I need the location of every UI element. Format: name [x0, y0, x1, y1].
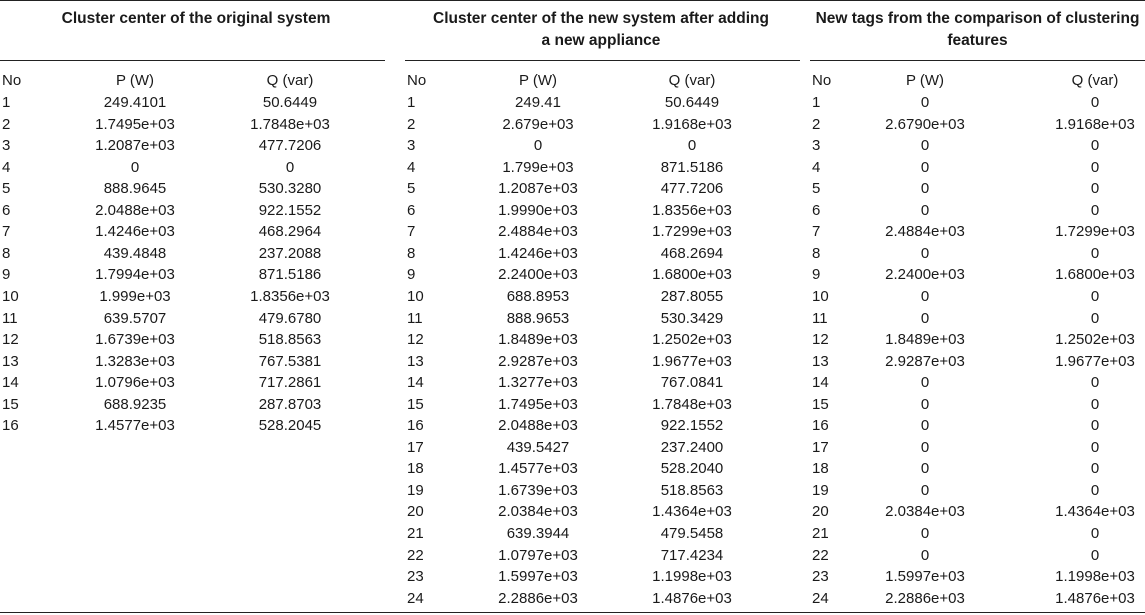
column-header-p: P (W) [115, 72, 155, 89]
cell-q: 922.1552 [660, 417, 724, 435]
table-row [0, 157, 392, 179]
cell-no: 15 [812, 395, 829, 413]
cell-p: 0 [920, 460, 930, 478]
cell-q: 1.4364e+03 [1055, 503, 1135, 521]
cell-q: 1.9168e+03 [1055, 115, 1135, 133]
panel-title [405, 8, 797, 52]
cell-no: 11 [407, 309, 423, 327]
column-header-no: No [407, 72, 427, 89]
column-header-row [0, 70, 392, 92]
cell-q: 1.1998e+03 [652, 568, 732, 586]
table-row [0, 394, 392, 416]
table-row [810, 329, 1145, 351]
table-row [810, 264, 1145, 286]
table-top-rule [0, 0, 1145, 1]
table-bottom-rule [0, 612, 1145, 613]
cell-p: 1.8489e+03 [885, 331, 965, 349]
table-row [810, 135, 1145, 157]
cell-q: 237.2400 [660, 438, 724, 456]
cell-p: 2.0488e+03 [95, 201, 175, 219]
cell-q: 287.8055 [660, 287, 724, 305]
table-row [0, 351, 392, 373]
cell-no: 5 [812, 180, 821, 198]
cell-q: 717.2861 [258, 374, 322, 392]
cell-p: 0 [920, 374, 930, 392]
cell-q: 0 [285, 158, 295, 176]
column-header-q: Q (var) [266, 72, 314, 89]
table-row [405, 92, 797, 114]
cell-p: 1.4577e+03 [498, 460, 578, 478]
cell-q: 0 [1090, 374, 1100, 392]
column-header-no: No [2, 72, 22, 89]
table-row [405, 286, 797, 308]
table-row [810, 157, 1145, 179]
cell-q: 0 [1090, 460, 1100, 478]
cell-q: 1.9677e+03 [1055, 352, 1135, 370]
column-header-row [810, 70, 1145, 92]
cell-no: 2 [812, 115, 821, 133]
cell-no: 9 [2, 266, 11, 284]
cell-no: 20 [812, 503, 829, 521]
cell-p: 1.6739e+03 [498, 481, 578, 499]
cell-q: 1.6800e+03 [1055, 266, 1135, 284]
cell-q: 1.7299e+03 [652, 223, 732, 241]
cell-no: 12 [2, 331, 19, 349]
table-row [0, 308, 392, 330]
cell-q: 1.9168e+03 [652, 115, 732, 133]
table-row [0, 200, 392, 222]
cell-p: 0 [920, 546, 930, 564]
cell-q: 0 [1090, 244, 1100, 262]
cell-q: 518.8563 [660, 481, 724, 499]
table-row [810, 545, 1145, 567]
panel-title [810, 8, 1145, 52]
cell-q: 0 [1090, 287, 1100, 305]
table-row [0, 329, 392, 351]
cell-q: 0 [1090, 180, 1100, 198]
cell-no: 2 [407, 115, 416, 133]
column-header-no: No [812, 72, 832, 89]
cell-q: 477.7206 [258, 137, 322, 155]
table-row [810, 566, 1145, 588]
cell-p: 1.999e+03 [99, 287, 171, 305]
table-row [0, 178, 392, 200]
cell-no: 15 [407, 395, 424, 413]
cell-q: 1.4876e+03 [652, 589, 732, 607]
table-row [405, 178, 797, 200]
cell-q: 237.2088 [258, 244, 322, 262]
cell-q: 0 [1090, 525, 1100, 542]
cell-q: 1.4876e+03 [1055, 589, 1135, 607]
cell-q: 477.7206 [660, 180, 724, 198]
cell-p: 1.0797e+03 [498, 546, 578, 564]
cell-p: 1.2087e+03 [498, 180, 578, 198]
cell-p: 1.7994e+03 [95, 266, 175, 284]
cell-no: 14 [2, 374, 19, 392]
cell-p: 639.5707 [103, 309, 167, 327]
cell-no: 12 [407, 331, 424, 349]
cell-p: 888.9653 [506, 309, 570, 327]
cell-no: 8 [2, 244, 11, 262]
cell-q: 0 [1090, 137, 1100, 155]
cell-p: 0 [920, 525, 930, 542]
cell-q: 0 [687, 137, 697, 155]
cell-p: 1.5997e+03 [498, 568, 578, 586]
cell-q: 0 [1090, 546, 1100, 564]
cell-p: 1.2087e+03 [95, 137, 175, 155]
table-row [405, 501, 797, 523]
table-row [405, 372, 797, 394]
table-row [810, 480, 1145, 502]
column-header-row [405, 70, 797, 92]
table-row [0, 415, 392, 437]
cell-p: 2.0488e+03 [498, 417, 578, 435]
cell-no: 20 [407, 503, 424, 521]
cell-p: 2.2400e+03 [498, 266, 578, 284]
cell-no: 9 [407, 266, 416, 284]
cell-no: 16 [812, 417, 829, 435]
cell-p: 688.9235 [103, 395, 167, 413]
cell-q: 1.8356e+03 [250, 287, 330, 305]
cell-q: 1.9677e+03 [652, 352, 732, 370]
cell-q: 528.2040 [660, 460, 724, 478]
cell-no: 6 [2, 201, 11, 219]
cell-q: 1.1998e+03 [1055, 568, 1135, 586]
cell-no: 19 [407, 481, 424, 499]
table-row [0, 264, 392, 286]
table-row [0, 286, 392, 308]
cell-no: 12 [812, 331, 829, 349]
cell-q: 767.0841 [660, 374, 724, 392]
cell-no: 9 [812, 266, 821, 284]
table-row [405, 351, 797, 373]
table-row [810, 178, 1145, 200]
cell-no: 1 [812, 94, 821, 111]
cell-p: 0 [920, 417, 930, 435]
panel-title-line: Cluster center of the original system [61, 10, 331, 27]
cell-q: 479.6780 [258, 309, 322, 327]
cell-p: 0 [920, 94, 930, 111]
table-row [810, 286, 1145, 308]
cell-p: 639.3944 [506, 525, 570, 542]
cell-no: 13 [812, 352, 829, 370]
cell-no: 11 [2, 309, 18, 327]
cell-q: 0 [1090, 201, 1100, 219]
cell-p: 1.5997e+03 [885, 568, 965, 586]
cell-q: 50.6449 [262, 94, 318, 111]
cell-p: 888.9645 [103, 180, 167, 198]
cell-p: 2.4884e+03 [498, 223, 578, 241]
cell-no: 14 [812, 374, 829, 392]
panel-title-line: Cluster center of the new system after adding [433, 10, 769, 27]
cell-p: 2.0384e+03 [498, 503, 578, 521]
cell-p: 1.7495e+03 [498, 395, 578, 413]
cell-q: 922.1552 [258, 201, 322, 219]
table-row [0, 92, 392, 114]
cell-q: 1.7299e+03 [1055, 223, 1135, 241]
cell-no: 8 [407, 244, 416, 262]
table-row [405, 329, 797, 351]
table-row [810, 415, 1145, 437]
cell-no: 18 [407, 460, 424, 478]
panel-title-line: features [947, 32, 1008, 49]
table-row [810, 351, 1145, 373]
cell-p: 439.4848 [103, 244, 167, 262]
cell-p: 2.2400e+03 [885, 266, 965, 284]
cell-q: 1.8356e+03 [652, 201, 732, 219]
cell-q: 50.6449 [664, 94, 720, 111]
cell-no: 7 [407, 223, 416, 241]
cell-p: 1.3283e+03 [95, 352, 175, 370]
table-row [405, 308, 797, 330]
cell-no: 16 [2, 417, 19, 435]
cell-p: 0 [920, 438, 930, 456]
cell-p: 0 [533, 137, 543, 155]
panel-title-line: New tags from the comparison of clustering [815, 10, 1140, 27]
cell-q: 468.2964 [258, 223, 322, 241]
cell-p: 0 [920, 481, 930, 499]
cell-p: 2.4884e+03 [885, 223, 965, 241]
table-row [405, 545, 797, 567]
cell-no: 13 [2, 352, 19, 370]
table-row [810, 588, 1145, 610]
cell-no: 17 [407, 438, 424, 456]
cell-q: 0 [1090, 94, 1100, 111]
cell-q: 1.7848e+03 [250, 115, 330, 133]
cell-p: 2.679e+03 [502, 115, 574, 133]
panel-title-rule [810, 60, 1145, 61]
table-row [0, 221, 392, 243]
table-row [0, 372, 392, 394]
cell-p: 249.41 [515, 94, 561, 111]
cell-no: 24 [407, 589, 424, 607]
cell-p: 2.9287e+03 [885, 352, 965, 370]
table-row [405, 135, 797, 157]
column-header-p: P (W) [905, 72, 945, 89]
table-row [405, 523, 797, 545]
cell-p: 1.7495e+03 [95, 115, 175, 133]
table-row [810, 114, 1145, 136]
cell-p: 2.9287e+03 [498, 352, 578, 370]
table-row [405, 243, 797, 265]
cell-no: 19 [812, 481, 829, 499]
cell-no: 21 [812, 525, 829, 542]
cell-q: 287.8703 [258, 395, 322, 413]
cell-q: 871.5186 [660, 158, 724, 176]
table-row [810, 308, 1145, 330]
table-row [405, 394, 797, 416]
cell-p: 688.8953 [506, 287, 570, 305]
cell-p: 2.6790e+03 [885, 115, 965, 133]
cell-q: 479.5458 [660, 525, 724, 542]
cell-no: 3 [407, 137, 416, 155]
cell-q: 0 [1090, 309, 1100, 327]
table-row [810, 92, 1145, 114]
cell-no: 10 [2, 287, 19, 305]
cell-no: 15 [2, 395, 19, 413]
cell-p: 0 [920, 244, 930, 262]
column-header-q: Q (var) [1071, 72, 1119, 89]
cell-no: 5 [2, 180, 11, 198]
cell-q: 518.8563 [258, 331, 322, 349]
cell-no: 8 [812, 244, 821, 262]
table-row [405, 200, 797, 222]
cell-q: 0 [1090, 395, 1100, 413]
column-header-p: P (W) [518, 72, 558, 89]
table-row [810, 523, 1145, 545]
cell-no: 18 [812, 460, 829, 478]
cell-p: 0 [920, 287, 930, 305]
cell-p: 1.3277e+03 [498, 374, 578, 392]
table-row [405, 566, 797, 588]
table-row [405, 480, 797, 502]
cell-no: 11 [812, 309, 828, 327]
cell-no: 6 [407, 201, 416, 219]
cell-q: 528.2045 [258, 417, 322, 435]
cell-no: 16 [407, 417, 424, 435]
table-row [405, 415, 797, 437]
cell-no: 4 [407, 158, 416, 176]
cell-p: 0 [920, 180, 930, 198]
cell-no: 3 [812, 137, 821, 155]
cell-no: 7 [812, 223, 821, 241]
table-row [405, 437, 797, 459]
panel-title-rule [405, 60, 800, 61]
cell-no: 21 [407, 525, 424, 542]
cell-p: 0 [920, 201, 930, 219]
cell-no: 14 [407, 374, 424, 392]
table-row [405, 114, 797, 136]
cell-q: 530.3280 [258, 180, 322, 198]
cell-q: 0 [1090, 481, 1100, 499]
table-row [0, 135, 392, 157]
cell-p: 249.4101 [103, 94, 167, 111]
cell-q: 0 [1090, 417, 1100, 435]
panel-title-rule [0, 60, 385, 61]
panel-title-line: a new appliance [541, 32, 661, 49]
cell-p: 2.2886e+03 [498, 589, 578, 607]
column-header-q: Q (var) [668, 72, 716, 89]
table-row [405, 588, 797, 610]
table-row [810, 243, 1145, 265]
cell-no: 1 [407, 94, 416, 111]
cell-no: 4 [812, 158, 821, 176]
cell-no: 24 [812, 589, 829, 607]
cell-q: 1.2502e+03 [1055, 331, 1135, 349]
cell-no: 4 [2, 158, 11, 176]
table-row [405, 157, 797, 179]
cell-q: 767.5381 [258, 352, 322, 370]
cell-no: 10 [812, 287, 829, 305]
table-row [0, 114, 392, 136]
cell-p: 1.0796e+03 [95, 374, 175, 392]
table-row [810, 394, 1145, 416]
table-row [810, 200, 1145, 222]
cell-no: 22 [407, 546, 424, 564]
cell-p: 1.6739e+03 [95, 331, 175, 349]
cell-q: 871.5186 [258, 266, 322, 284]
cell-no: 5 [407, 180, 416, 198]
cell-p: 0 [920, 395, 930, 413]
cell-q: 468.2694 [660, 244, 724, 262]
cell-no: 6 [812, 201, 821, 219]
cell-p: 1.799e+03 [502, 158, 574, 176]
cell-q: 0 [1090, 158, 1100, 176]
cell-q: 717.4234 [660, 546, 724, 564]
cell-no: 1 [2, 94, 11, 111]
cell-p: 0 [920, 158, 930, 176]
cell-no: 22 [812, 546, 829, 564]
table-row [405, 458, 797, 480]
cell-q: 1.6800e+03 [652, 266, 732, 284]
cell-q: 1.2502e+03 [652, 331, 732, 349]
cell-no: 2 [2, 115, 11, 133]
cell-p: 439.5427 [506, 438, 570, 456]
cell-p: 0 [130, 158, 140, 176]
cell-no: 13 [407, 352, 424, 370]
cell-no: 7 [2, 223, 11, 241]
table-row [405, 221, 797, 243]
cell-no: 23 [407, 568, 424, 586]
table-row [810, 458, 1145, 480]
cell-no: 23 [812, 568, 829, 586]
cell-p: 1.8489e+03 [498, 331, 578, 349]
cell-p: 1.4577e+03 [95, 417, 175, 435]
cell-p: 1.4246e+03 [498, 244, 578, 262]
cell-p: 1.4246e+03 [95, 223, 175, 241]
cell-q: 1.4364e+03 [652, 503, 732, 521]
cell-q: 0 [1090, 438, 1100, 456]
cell-q: 1.7848e+03 [652, 395, 732, 413]
panel-title [0, 8, 392, 30]
cell-q: 530.3429 [660, 309, 724, 327]
cell-no: 3 [2, 137, 11, 155]
table-row [405, 264, 797, 286]
table-row [810, 372, 1145, 394]
cell-p: 1.9990e+03 [498, 201, 578, 219]
cell-p: 0 [920, 137, 930, 155]
cell-no: 17 [812, 438, 829, 456]
cell-p: 2.0384e+03 [885, 503, 965, 521]
table-row [810, 501, 1145, 523]
cell-p: 0 [920, 309, 930, 327]
table-row [810, 437, 1145, 459]
table-row [810, 221, 1145, 243]
cell-no: 10 [407, 287, 424, 305]
cell-p: 2.2886e+03 [885, 589, 965, 607]
table-row [0, 243, 392, 265]
